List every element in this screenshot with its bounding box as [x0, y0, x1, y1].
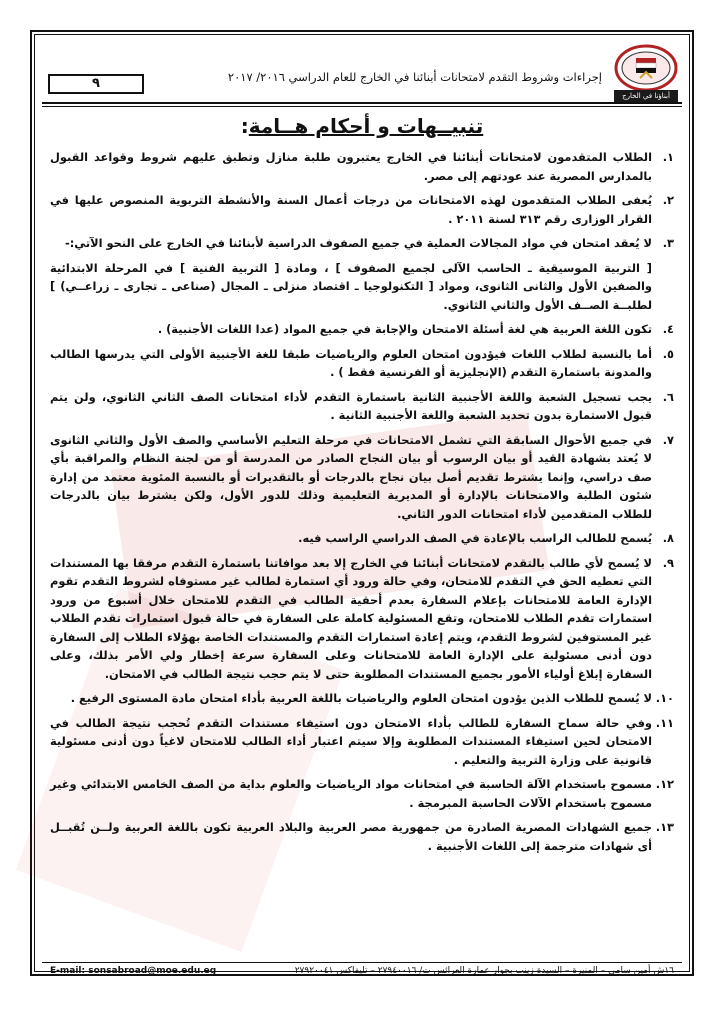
- item-text: يُعفى الطلاب المتقدمون لهذه الامتحانات من درجات أعمال السنة والأنشطة التربوية المنصوص عليها في القرار الوزارى رقم ٣١٣ لسنة ٢٠١١ .: [50, 193, 652, 226]
- item-number: ١٢.: [655, 777, 674, 791]
- list-item: [50, 529, 674, 548]
- item-number: ٢.: [662, 193, 674, 207]
- item-number: ٨.: [662, 531, 674, 545]
- section-title-text: تنبيــهات و أحكام هــامة: [248, 114, 484, 138]
- header-divider: [42, 102, 682, 104]
- email-link[interactable]: sonsabroad@moe.edu.eg: [88, 966, 217, 976]
- item-text: لا يُسمح لأي طالب بالتقدم لامتحانات أبنائنا في الخارج إلا بعد موافاتنا باستمارة التقدم مرفقا بها المستندات التي تعطيه الحق في التقدم للامتحان، وفي حالة ورود أي استمارة لطالب غير مستوفاه لشروط التقدم تقوم الإدارة العامة للامتحانات بإعلام السفارة بعدم أحقية الطالب في التقدم للامتحان خلال أسبوع من ورود استمارات تقدم الطلاب للامتحان، وتقع المسئولية كاملة على السفارة في حالة قبول استمارات تقدم الطلاب غير المستوفين لشروط التقدم، ويتم إعادة استمارات التقدم والمستندات الخاصة بهؤلاء الطلاب إلى السفارة دون أدنى مسئولية على الإدارة العامة للامتحانات وعلى السفارة سرعة إخطار ولي الأمر بذلك، وعلى السفارة إبلاغ أولياء الأمور بجميع المستندات المطلوبة حتى لا يتم حجب نتيجة الطالب في الامتحان.: [50, 555, 652, 681]
- list-item: [50, 148, 674, 185]
- item-text: مسموح باستخدام الآلة الحاسبة في امتحانات مواد الرياضيات والعلوم بداية من الصف الخامس الابتدائي وغير مسموح باستخدام الآلات الحاسبة المبرمجة .: [50, 777, 652, 810]
- item-number: ١١.: [655, 715, 674, 730]
- item-text: يُسمح للطالب الراسب بالإعادة في الصف الدراسي الراسب فيه.: [298, 531, 652, 545]
- list-item: [50, 714, 674, 770]
- item-number: ٤.: [662, 322, 674, 336]
- item-number: ١٠.: [655, 691, 674, 705]
- item-text: في جميع الأحوال السابقة التي تشمل الامتحانات في مرحلة التعليم الأساسي والصف الأول والثاني الثانوى لا يُعتد بشهادة القيد أو بيان الرسوب أو بيان النجاح الصادر من المدرسة أو من لجنة النظام والمراقبة بأي صف دراسي، وإنما يشترط تقديم أصل بيان نجاح بالدرجات أو بالتقديرات أو بالنسبة المئوية معتمد من إدارة شئون الطلبة والامتحانات بالإدارة أو المديرية التعليمية وذلك للدور الأول، ولكن يشترط بيان بالدرجات للطلاب المتقدمين لأداء امتحانات الدور الثاني.: [50, 432, 652, 521]
- list-item: [50, 345, 674, 382]
- list-item: [50, 431, 674, 524]
- page-number: ٩: [48, 74, 144, 94]
- item-text: جميع الشهادات المصرية الصادرة من جمهورية مصر العربية والبلاد العربية تكون باللغة العربية ولــن تُقبــل أى شهادات مترجمة إلى اللغات الأجنبية .: [50, 820, 652, 853]
- header-title: إجراءات وشروط التقدم لامتحانات أبنائنا في الخارج للعام الدراسي ٢٠١٦/ ٢٠١٧: [227, 70, 602, 84]
- list-subitem: [ التربية الموسيقية ـ الحاسب الآلى لجميع الصفوف ] ، ومادة [ التربية الفنية ] في المرحلة الابتدائية والصفين الأول والثانى الثانوى، ومواد [ التكنولوجيا ـ اقتصاد منزلى ـ المجال (صناعى ـ تجارى ـ زراعــي) ] لطلبــة الصــف الأول والثاني الثانوي.: [50, 260, 652, 312]
- list-item: [50, 388, 674, 425]
- section-title: [0, 114, 724, 138]
- item-number: ٦.: [662, 389, 674, 404]
- item-text: أما بالنسبة لطلاب اللغات فيؤدون امتحان العلوم والرياضيات طبقا للغة الأجنبية الأولى التي يدرسها الطالب والمدونة باستمارة التقدم (الإنجليزية أو الفرنسية فقط ) .: [50, 346, 652, 379]
- item-text: الطلاب المتقدمون لامتحانات أبنائنا في الخارج يعتبرون طلبة منازل وتطبق عليهم شروط وقواعد القبول بالمدارس المصرية عند عودتهم إلى مصر.: [50, 150, 652, 183]
- footer-address: ١٦ش أمين سامي – المنيرة – السيدة زينب بجوار عمارة العرائس ت/ ٢٧٩٤٠٠١٦ – تليفاكس ٢٧٩٢٠٠٤١: [294, 966, 674, 976]
- item-number: ٥.: [662, 346, 674, 361]
- footer-email: [50, 966, 216, 976]
- item-number: ٣.: [662, 236, 674, 250]
- list-item: [50, 191, 674, 228]
- page-header: [42, 42, 682, 102]
- email-label: E-mail:: [50, 966, 86, 976]
- logo-caption: أبناؤنا في الخارج: [614, 90, 678, 102]
- header-divider: [42, 106, 682, 107]
- item-text: لا يُسمح للطلاب الذين يؤدون امتحان العلوم والرياضيات باللغة العربية بأداء امتحان مادة المستوى الرفيع .: [70, 691, 652, 705]
- item-number: ١٣.: [655, 820, 674, 834]
- section-title-colon: :: [240, 114, 249, 138]
- ministry-logo: [610, 42, 682, 102]
- item-text: لا يُعقد امتحان في مواد المجالات العملية في جميع الصفوف الدراسية لأبنائنا في الخارج على النحو الآتي:-: [65, 236, 652, 250]
- item-number: ٧.: [662, 432, 674, 447]
- notices-list: [50, 148, 674, 938]
- list-item: [50, 775, 674, 812]
- item-text: وفي حالة سماح السفارة للطالب بأداء الامتحان دون استيفاء مستندات التقدم تُحجب نتيجة الطالب في الامتحان لحين استيفاء المستندات المطلوبة وإلا سيتم اعتبار أداء الطالب للامتحان لاغياً دون أدنى مسئولية قانونية على وزارة التربية والتعليم .: [50, 715, 652, 767]
- list-item: [50, 554, 674, 684]
- list-item: [50, 320, 674, 339]
- page-footer: [50, 966, 674, 982]
- item-text: يجب تسجيل الشعبة واللغة الأجنبية الثانية باستمارة التقدم لأداء امتحانات الصف الثاني الثانوي، ولن يتم قبول الاستمارة بدون تحديد الشعبة واللغة الأجنبية الثانية .: [50, 389, 652, 422]
- list-item: [50, 689, 674, 708]
- item-number: ١.: [662, 150, 674, 164]
- item-number: ٩.: [662, 555, 674, 570]
- list-item: [50, 234, 674, 253]
- footer-divider: [42, 962, 682, 963]
- list-item: [50, 818, 674, 855]
- item-text: تكون اللغة العربية هي لغة أسئلة الامتحان والإجابة في جميع المواد (عدا اللغات الأجنبية) .: [157, 322, 652, 336]
